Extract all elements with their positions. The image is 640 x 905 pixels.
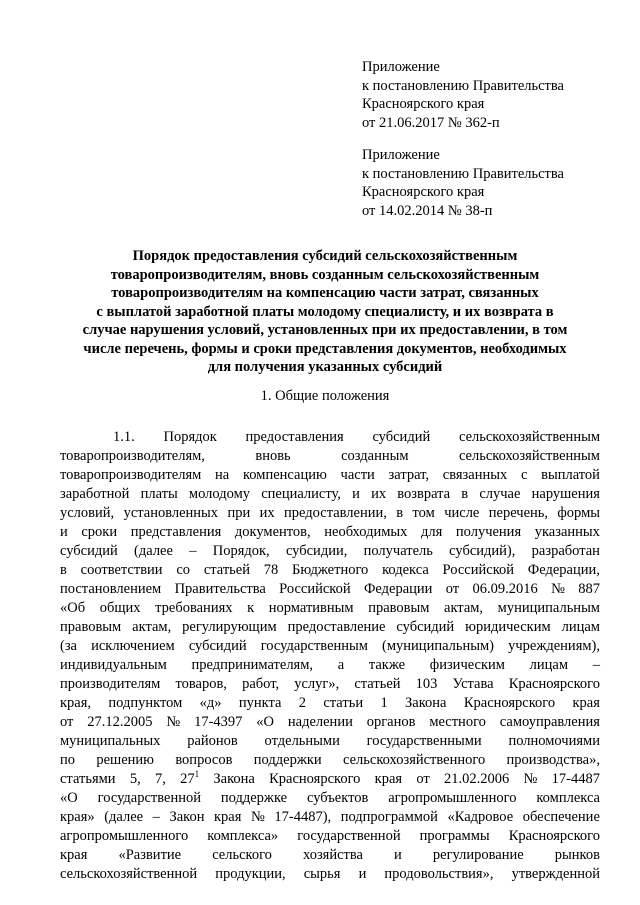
word: агропромышленного	[388, 790, 517, 806]
word: для	[420, 524, 443, 540]
word: от	[60, 714, 74, 730]
word: субсидии,	[285, 543, 348, 559]
word: сельского	[212, 847, 272, 863]
word: и	[352, 486, 360, 502]
word: подпрограммой	[340, 809, 438, 825]
word: местного	[429, 714, 486, 730]
body-paragraph	[60, 428, 600, 884]
word: товаропроизводителям	[60, 467, 202, 483]
word: 78	[263, 562, 279, 578]
word: 5,	[129, 771, 141, 787]
word: 27.12.2005	[87, 714, 153, 730]
word: –	[189, 543, 197, 559]
word: комплекса»	[207, 828, 279, 844]
word: полномочиями	[508, 733, 600, 749]
word: нарушения	[531, 486, 600, 502]
word: предпринимателям,	[191, 657, 314, 673]
word: отдельными	[264, 733, 340, 749]
word: заработной	[60, 486, 130, 502]
body-line	[60, 428, 600, 447]
word: сельскохозяйственным	[458, 429, 600, 445]
word: «Кадровое	[447, 809, 514, 825]
word: Российской	[442, 562, 515, 578]
word: обеспечение	[522, 809, 600, 825]
body-line	[60, 789, 600, 808]
appendix-header-current	[362, 58, 622, 132]
footnote-superscript: 1	[194, 769, 200, 779]
word: при	[227, 505, 251, 521]
word: «О	[60, 790, 78, 806]
word: и	[358, 866, 367, 882]
word: физическим	[429, 657, 505, 673]
word: субсидий	[372, 429, 431, 445]
word: края	[374, 771, 403, 787]
word: регулирование	[432, 847, 524, 863]
section-heading: 1. Общие положения	[260, 388, 390, 404]
word: Правительства	[174, 581, 266, 597]
word: «д»	[199, 695, 222, 711]
word: поддержки	[253, 752, 322, 768]
word: муниципальным	[497, 600, 600, 616]
word: Бюджетного	[292, 562, 369, 578]
body-line	[60, 561, 600, 580]
body-line	[60, 580, 600, 599]
word: №	[523, 771, 538, 787]
word: нормативным	[268, 600, 354, 616]
word: созданным	[341, 448, 409, 464]
word: от	[416, 771, 430, 787]
word: №	[166, 714, 181, 730]
word: молодому	[188, 486, 251, 502]
body-line	[60, 599, 600, 618]
word: а	[337, 657, 345, 673]
word: предоставления	[245, 429, 344, 445]
word: соответствии	[80, 562, 163, 578]
word: Закона	[213, 771, 255, 787]
word: производителям	[60, 676, 161, 692]
body-line	[60, 447, 600, 466]
word: их	[371, 486, 387, 502]
body-line	[60, 694, 600, 713]
word: субъектов	[306, 790, 369, 806]
word: на	[215, 467, 230, 483]
word: субсидий	[396, 619, 455, 635]
title-line: товаропроизводителям на компенсацию части затрат, связанных	[111, 285, 539, 301]
word: хозяйства	[303, 847, 363, 863]
word: края	[214, 809, 242, 825]
body-line	[60, 656, 600, 675]
word: с	[520, 467, 528, 483]
word: индивидуальным	[60, 657, 167, 673]
word: затрат,	[388, 467, 430, 483]
word: продукции,	[215, 866, 286, 882]
word: субсидий	[60, 543, 118, 559]
word: поддержке	[220, 790, 288, 806]
word: случае	[479, 486, 521, 502]
word: вопросов	[175, 752, 233, 768]
word: юридическим	[465, 619, 551, 635]
word: Красноярского	[508, 676, 600, 692]
word: лицам	[561, 619, 600, 635]
word: 06.09.2016	[472, 581, 538, 597]
word: также	[368, 657, 406, 673]
word: «Развитие	[118, 847, 182, 863]
word: органов	[366, 714, 416, 730]
word: в	[461, 486, 469, 502]
body-line	[60, 637, 600, 656]
word: утвержденной	[511, 866, 600, 882]
body-line	[60, 751, 600, 770]
appendix-region: Красноярского края	[362, 184, 485, 200]
word: регулирующим	[182, 619, 277, 635]
word: №	[551, 581, 565, 597]
word: пункта	[238, 695, 282, 711]
word: (далее	[134, 543, 173, 559]
word: производства»,	[506, 752, 600, 768]
word: №	[250, 809, 265, 825]
word: края	[60, 847, 88, 863]
word: требованиях	[155, 600, 233, 616]
word: кодекса	[382, 562, 429, 578]
word: государственным	[260, 638, 368, 654]
word: 2	[298, 695, 307, 711]
word: в	[60, 562, 67, 578]
word: и	[60, 524, 68, 540]
word: лицам	[529, 657, 569, 673]
word: $27^1$	[180, 769, 200, 787]
word: разработан	[531, 543, 600, 559]
appendix-date-number: от 21.06.2017 № 362-п	[362, 114, 500, 131]
word: документов,	[234, 524, 311, 540]
word: услуг»,	[294, 676, 340, 692]
word: получения	[455, 524, 522, 540]
word: государственными	[366, 733, 482, 749]
word: решению	[96, 752, 154, 768]
body-line	[60, 827, 600, 846]
word: 17-4487),	[274, 809, 332, 825]
body-line	[60, 808, 600, 827]
word: товаропроизводителям,	[60, 448, 205, 464]
word: Красноярского	[463, 695, 556, 711]
word: их	[259, 505, 275, 521]
word: сельскохозяйственного	[342, 752, 486, 768]
word: выплатой	[541, 467, 600, 483]
title-line: случае нарушения условий, установленных при их предоставлении, в том	[82, 322, 568, 338]
word: края»	[60, 809, 95, 825]
body-line	[60, 618, 600, 637]
appendix-date-number: от 14.02.2014 № 38-п	[362, 202, 493, 219]
title-line: товаропроизводителям, вновь созданным сельскохозяйственным	[110, 266, 540, 283]
word: Порядок,	[212, 543, 270, 559]
word: (далее	[104, 809, 144, 825]
word: связанных	[442, 467, 508, 483]
word: сельскохозяйственной	[60, 866, 198, 882]
word: перечень,	[488, 505, 549, 521]
word: края	[572, 695, 600, 711]
word: статьей	[354, 676, 401, 692]
appendix-resolution-ref: к постановлению Правительства	[362, 77, 564, 94]
body-line	[60, 732, 600, 751]
body-line	[60, 846, 600, 865]
word: по	[60, 752, 76, 768]
word: «О	[256, 714, 275, 730]
word: 21.02.2006	[444, 771, 510, 787]
word: к	[247, 600, 255, 616]
word: государственной	[297, 828, 401, 844]
word: правовым	[368, 600, 430, 616]
body-line	[60, 485, 600, 504]
word: указанных	[534, 524, 600, 540]
word: постановлением	[60, 581, 162, 597]
word: статьи	[323, 695, 364, 711]
word: учреждениям),	[508, 638, 600, 654]
word: условий,	[60, 505, 115, 521]
word: Закон	[169, 809, 205, 825]
word: –	[592, 657, 600, 673]
word: специалисту,	[261, 486, 341, 502]
body-line	[60, 770, 600, 789]
word: в	[396, 505, 404, 521]
word: продовольствия»,	[384, 866, 494, 882]
appendix-resolution-ref: к постановлению Правительства	[362, 165, 564, 182]
word: предоставлении,	[284, 505, 387, 521]
word: районов	[187, 733, 238, 749]
word: субсидий	[188, 638, 247, 654]
word: края,	[60, 695, 92, 711]
word: правовым	[60, 619, 122, 635]
word: работ,	[242, 676, 280, 692]
word: сельскохозяйственным	[458, 448, 600, 464]
word: со	[176, 562, 191, 578]
word: компенсацию	[242, 467, 327, 483]
word: необходимых	[324, 524, 408, 540]
appendix-region: Красноярского края	[362, 96, 485, 112]
word: подпунктом	[108, 695, 183, 711]
word: –	[152, 809, 160, 825]
word: 887	[578, 581, 600, 597]
word: общих	[99, 600, 141, 616]
word: (за	[60, 638, 77, 654]
word: (муниципальным)	[382, 638, 495, 654]
word: актам,	[132, 619, 172, 635]
word: комплекса	[536, 790, 600, 806]
appendix-label: Приложение	[362, 147, 440, 163]
word: программы	[419, 828, 490, 844]
word: 7,	[154, 771, 166, 787]
body-line	[60, 504, 600, 523]
word: 17-4487	[551, 771, 600, 787]
title-line: для получения указанных субсидий	[207, 359, 443, 375]
body-line	[60, 675, 600, 694]
word: числе	[444, 505, 480, 521]
word: рынков	[554, 847, 600, 863]
word: Порядок	[163, 429, 217, 445]
word: товаров,	[175, 676, 227, 692]
word: платы	[140, 486, 178, 502]
word: вновь	[255, 448, 291, 464]
appendix-header-original	[362, 146, 622, 220]
word: и	[394, 847, 402, 863]
word: «Об	[60, 600, 86, 616]
word: представления	[130, 524, 222, 540]
word: субсидий),	[449, 543, 516, 559]
word: исключением	[91, 638, 175, 654]
word: агропромышленного	[60, 828, 189, 844]
word: 1.1.	[113, 429, 135, 445]
body-line	[60, 523, 600, 542]
word: получатель	[363, 543, 433, 559]
word: актам,	[444, 600, 484, 616]
body-line	[60, 542, 600, 561]
word: Российской	[279, 581, 351, 597]
word: Федерации	[363, 581, 433, 597]
word: 103	[415, 676, 438, 692]
word: статьями	[60, 771, 116, 787]
word: от	[445, 581, 460, 597]
word: самоуправления	[499, 714, 600, 730]
word: государственной	[97, 790, 201, 806]
body-line	[60, 865, 600, 884]
title-line: числе перечень, формы и сроки представления документов, необходимых	[83, 340, 567, 357]
word: установленных	[123, 505, 219, 521]
appendix-label: Приложение	[362, 59, 440, 75]
word: сырья	[303, 866, 341, 882]
body-line	[60, 466, 600, 485]
word: муниципальных	[60, 733, 161, 749]
word: Закона	[405, 695, 447, 711]
word: том	[412, 505, 435, 521]
word: предоставление	[287, 619, 386, 635]
word: наделении	[287, 714, 353, 730]
word: 1	[380, 695, 388, 711]
word: формы	[557, 505, 600, 521]
document-title	[60, 247, 590, 377]
word: Устава	[452, 676, 494, 692]
word: статьей	[203, 562, 250, 578]
word: 17-4397	[194, 714, 243, 730]
word: возврата	[397, 486, 451, 502]
title-line: Порядок предоставления субсидий сельскохозяйственным	[132, 248, 518, 264]
word: Федерации,	[527, 562, 600, 578]
word: сроки	[81, 524, 118, 540]
body-line	[60, 713, 600, 732]
word: Красноярского	[508, 828, 600, 844]
title-line: с выплатой заработной платы молодому специалисту, и их возврата в	[96, 303, 554, 320]
word: части	[340, 467, 375, 483]
word: Красноярского	[269, 771, 361, 787]
